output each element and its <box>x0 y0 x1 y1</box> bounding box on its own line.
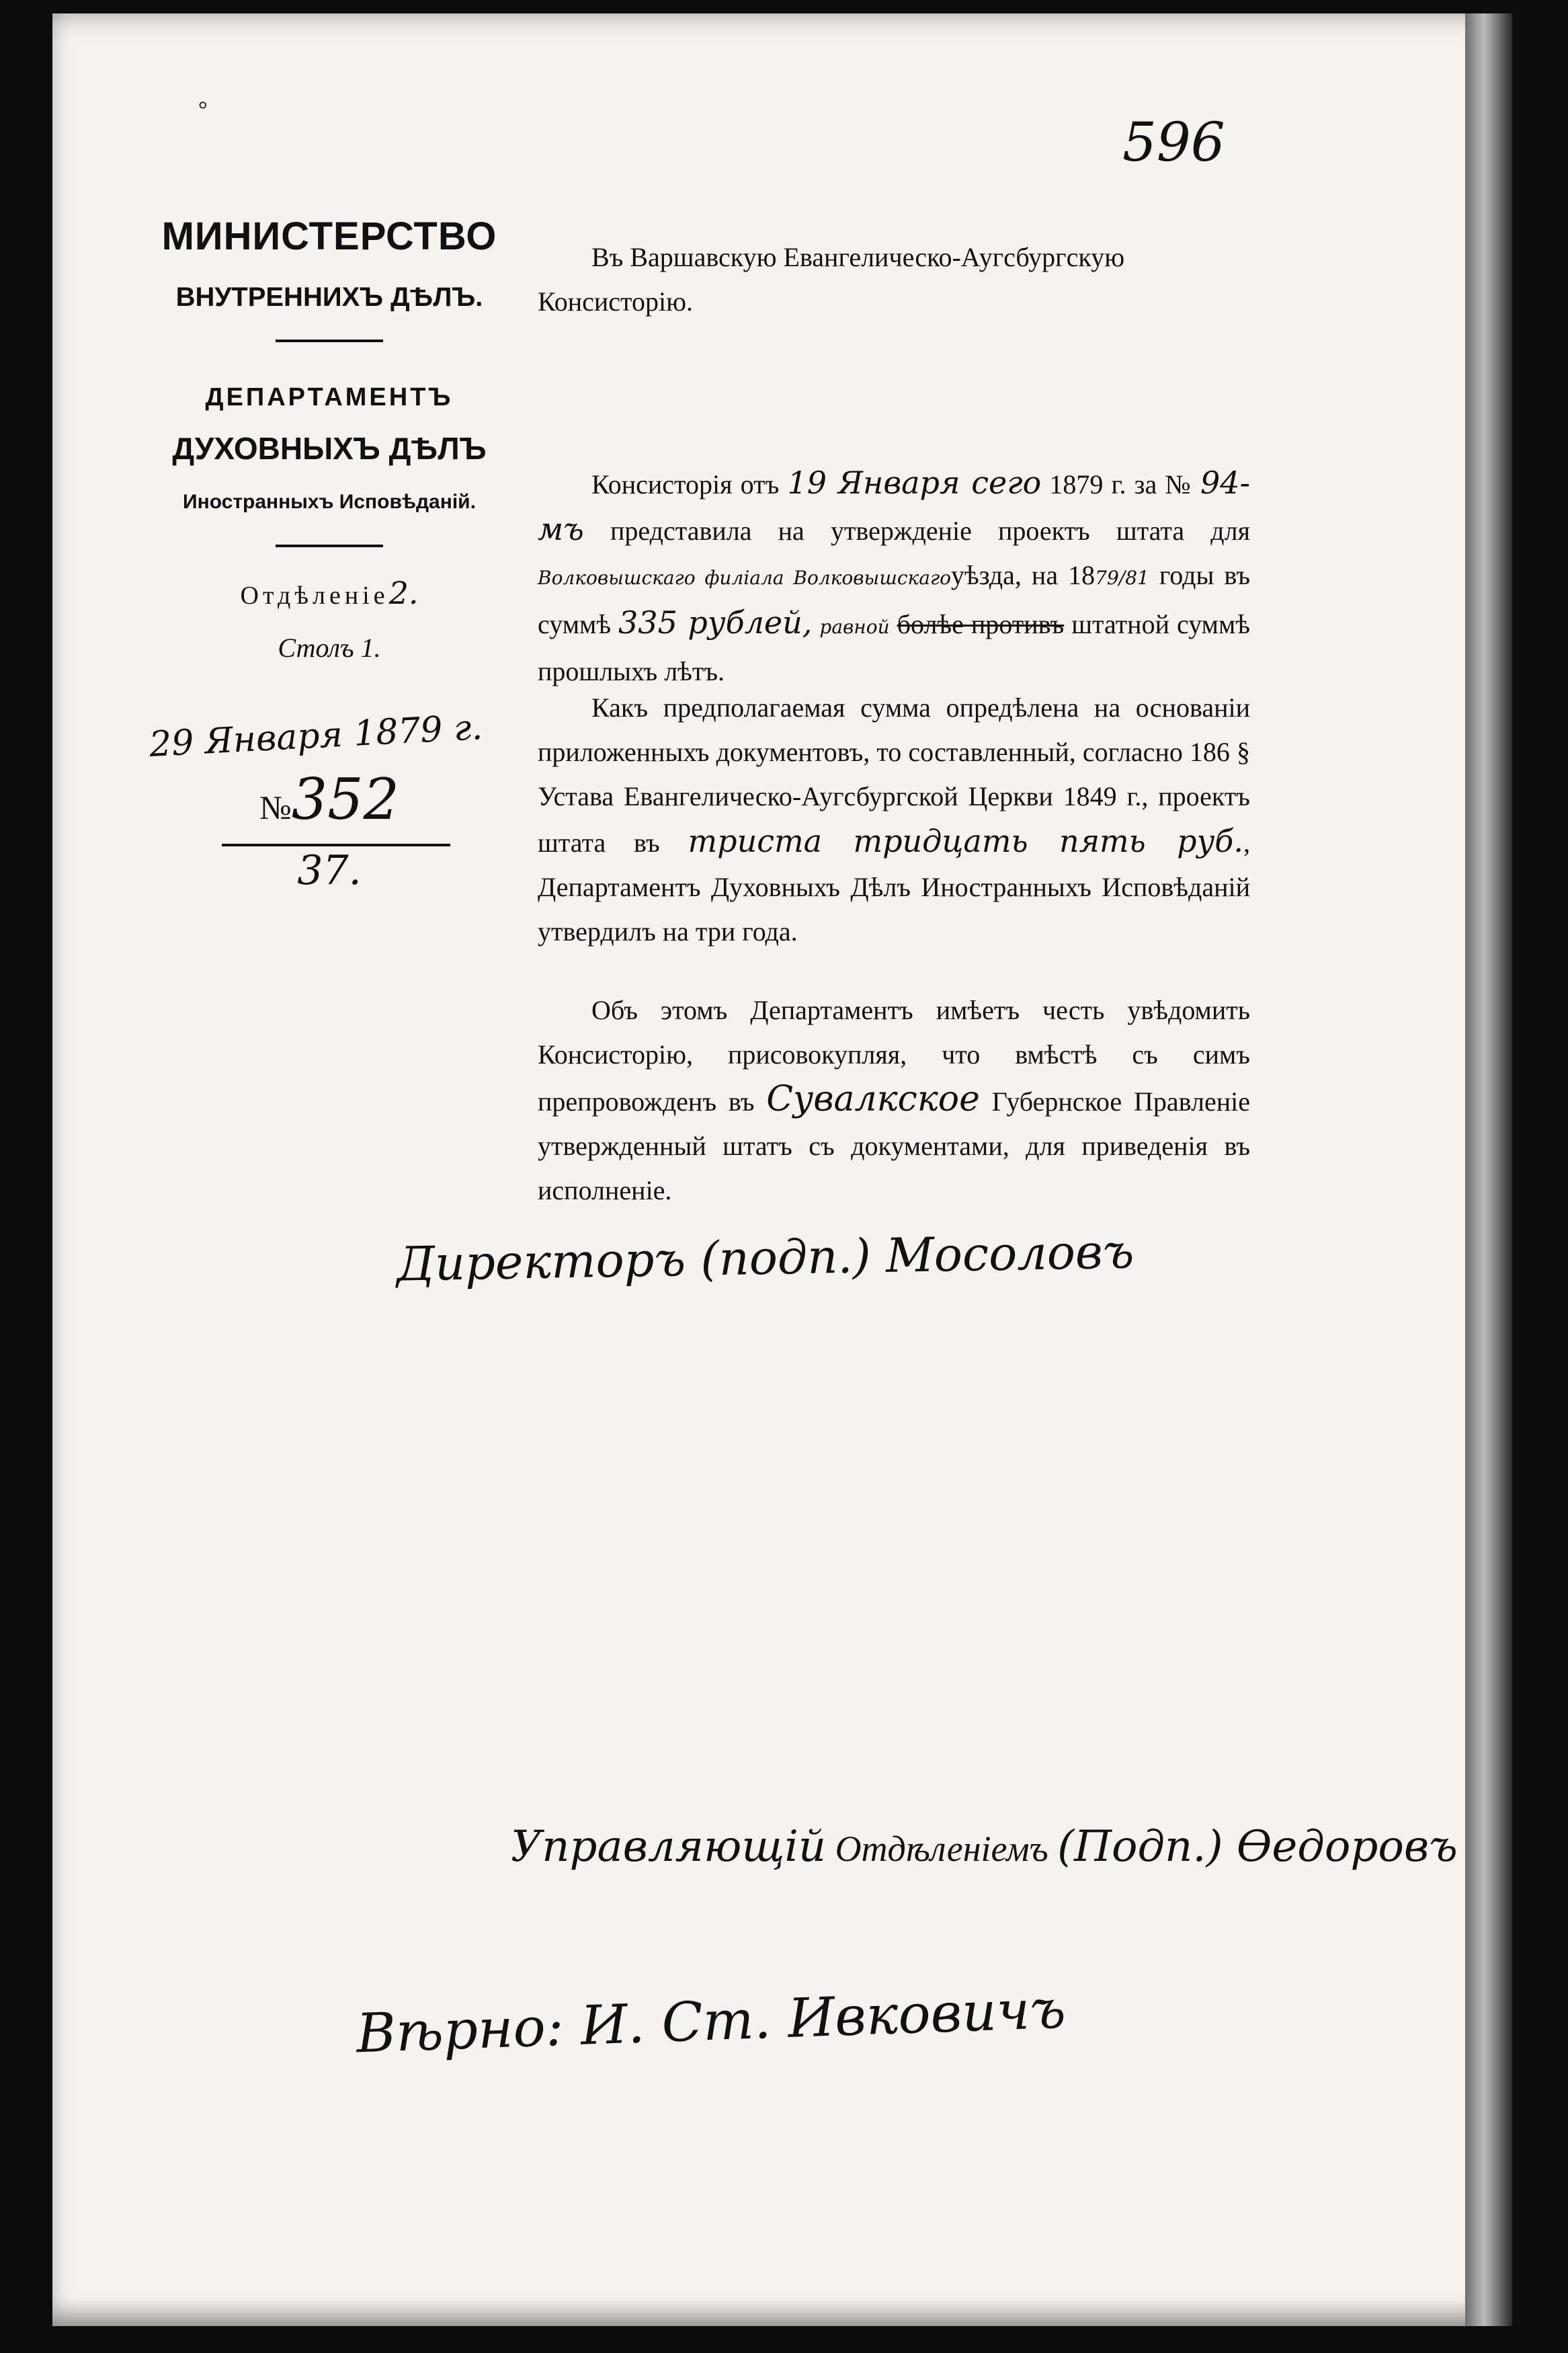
number-value: 352 <box>291 766 400 832</box>
ministry-title: МИНИСТЕРСТВО <box>161 214 497 258</box>
number-divider <box>222 844 450 846</box>
page-number: 596 <box>1122 111 1225 173</box>
section-head-signature: Управляющій Отдѣленіемъ (Подп.) Ѳедоровъ <box>511 1822 1458 1872</box>
desk-line: Столъ 1. <box>278 633 381 663</box>
spiritual-affairs-title: ДУХОВНЫХЪ ДѢЛЪ <box>172 431 487 466</box>
document-date: 29 Января 1879 г. <box>148 707 484 765</box>
sum-fill: 335 рублей, <box>618 604 813 641</box>
department-title: ДЕПАРТАМЕНТЪ <box>205 383 454 411</box>
addressee: Въ Варшавскую Евангелическо-Аугсбургскую Консисторію. <box>538 242 1125 317</box>
paragraph-3: Объ этомъ Департаментъ имѣетъ честь увѣдомить Консисторію, присовокупляя, что вмѣстѣ съ симъ препровожденъ въ Сувалкское Губернское Правленіе утвержденный штатъ съ документами, для приведенія въ исполненіе. <box>538 995 1251 1205</box>
section-number: 2. <box>388 575 419 611</box>
sub-number: 37. <box>297 847 362 894</box>
page-edge-shadow <box>1465 13 1512 2326</box>
ink-dot: ° <box>198 97 208 122</box>
foreign-confessions-title: Иностранныхъ Исповѣданій. <box>183 491 476 513</box>
section-label: Отдѣленіе <box>240 582 389 610</box>
paragraph-1: Консисторія отъ 19 Января сего 1879 г. за № 94-мъ представила на утвержденіе проектъ штата для Волковышскаго филіала Волковышскагоуѣзда, на 1879/81 годы въ суммѣ 335 рублей, равной болѣе противъ штатной суммѣ прошлыхъ лѣтъ. <box>538 465 1251 686</box>
struck-text: болѣе противъ <box>897 609 1065 639</box>
section-line <box>161 575 497 611</box>
sum-words-fill: триста тридцать пять руб. <box>688 823 1244 859</box>
header-divider-2 <box>276 545 383 547</box>
internal-affairs-title: ВНУТРЕННИХЪ ДѢЛЪ. <box>175 282 483 312</box>
verified-signature: Вѣрно: И. Ст. Ивковичъ <box>355 1977 1067 2065</box>
header-divider-1 <box>276 340 383 342</box>
date-fill: 19 Января сего <box>787 465 1042 501</box>
document-number <box>161 766 497 832</box>
director-signature: Директоръ (подп.) Мосоловъ <box>396 1224 1134 1292</box>
number-label: № <box>259 789 292 826</box>
governorate-fill: Сувалкское <box>766 1079 980 1119</box>
number-fill: 94-мъ <box>538 465 1251 547</box>
equal-fill: равной <box>819 616 890 638</box>
paragraph-2: Какъ предполагаемая сумма опредѣлена на основаніи приложенныхъ документовъ, то составленный, согласно 186 § Устава Евангелическо-Аугсбургской Церкви 1849 г., проектъ штата въ триста тридцать пять руб., Департаментъ Духовныхъ Дѣлъ Иностранныхъ Исповѣданій утвердилъ на три года. <box>538 692 1251 947</box>
branch-fill: Волковышскаго филіала Волковышскаго <box>538 567 951 589</box>
years-fill: 79/81 <box>1095 567 1149 589</box>
